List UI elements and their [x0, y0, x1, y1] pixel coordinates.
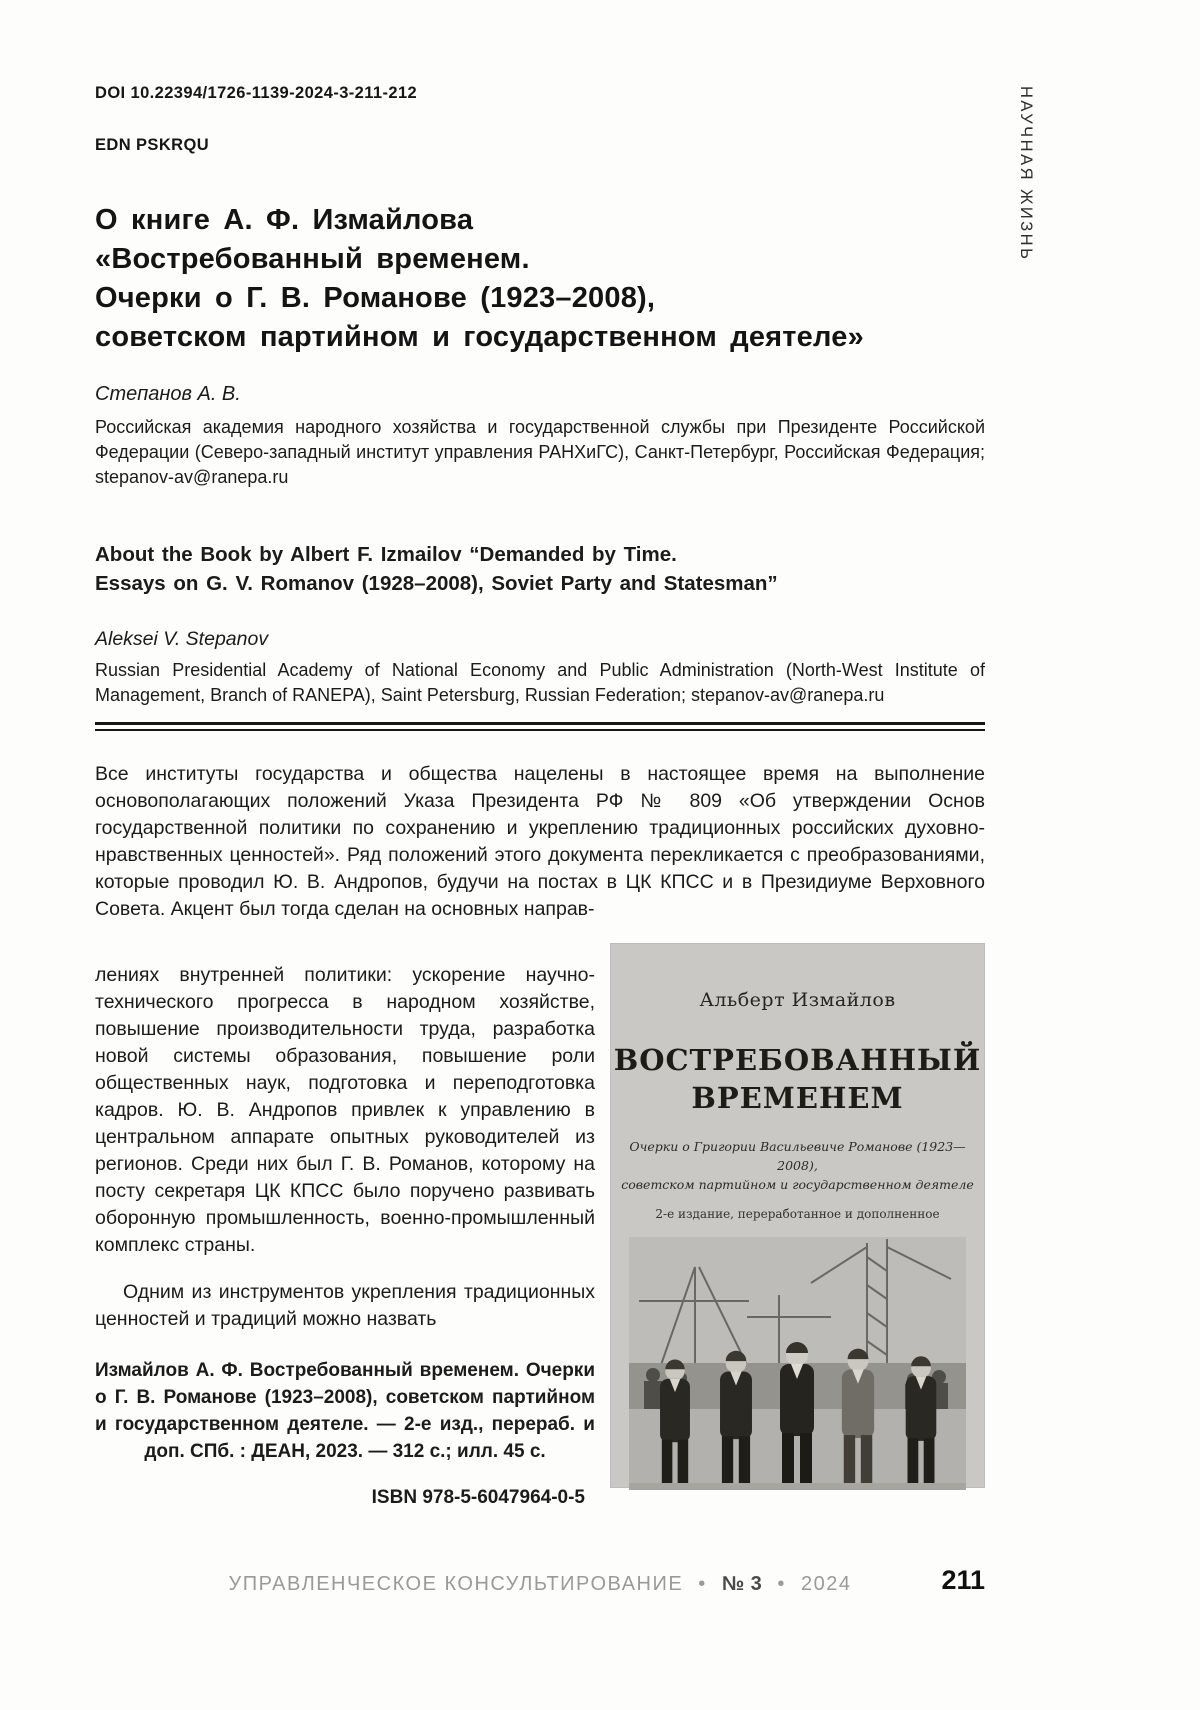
body-left-column	[95, 943, 595, 1528]
cover-title-line: ВРЕМЕНЕМ	[691, 1080, 904, 1115]
body-paragraph-wide: Все институты государства и общества нацелены в настоящее время на выполнение основополагающих положений Указа Президента РФ № 809 «Об утверждении Основ государственной политики по сохранению и укреплению традиционных российских духовно-нравственных ценностей». Ряд положений этого документа перекликается с преобразованиями, которые проводил Ю. В. Андропов, будучи на постах в ЦК КПСС и в Президиуме Верховного Совета. Акцент был тогда сделан на основных направ-	[95, 763, 985, 920]
title-en-line: Essays on G. V. Romanov (1928–2008), Soviet Party and Statesman”	[95, 572, 778, 595]
footer-journal-name: УПРАВЛЕНЧЕСКОЕ КОНСУЛЬТИРОВАНИЕ	[228, 1573, 684, 1595]
cover-title	[610, 1041, 985, 1117]
title-ru-line: О книге А. Ф. Измайлова	[95, 204, 474, 236]
doi-text: DOI 10.22394/1726-1139-2024-3-211-212	[95, 84, 418, 102]
article-title-en	[95, 540, 985, 598]
cover-subtitle-line: Очерки о Григории Васильевиче Романове (1923—2008),	[629, 1138, 966, 1173]
body-paragraph-2: Одним из инструментов укрепления традиционных ценностей и традиций можно назвать	[95, 1280, 595, 1330]
affiliation-ru: Российская академия народного хозяйства и государственной службы при Президенте Российской Федерации (Северо-западный институт управления РАНХиГС), Санкт-Петербург, Российская Федерация; stepanov-av@ranepa.ru	[95, 417, 985, 487]
footer-issue-number: № 3	[721, 1573, 763, 1595]
cover-subtitle-line: советском партийном и государственном деятеле	[621, 1176, 974, 1192]
book-column	[610, 943, 985, 1488]
book-citation: Измайлов А. Ф. Востребованный временем. Очерки о Г. В. Романове (1923–2008), советском партийном и государственном деятеле. — 2-е изд., перераб. и доп. СПб. : ДЕАН, 2023. — 312 с.; илл. 45 с.	[95, 1359, 595, 1462]
cover-edition: 2-е издание, переработанное и дополненное	[655, 1206, 940, 1221]
rubric-label: НАУЧНАЯ ЖИЗНЬ	[1017, 86, 1035, 262]
footer-journal-line	[95, 1573, 985, 1596]
cover-subtitle	[610, 1137, 985, 1194]
body-row	[95, 943, 985, 1528]
book-cover-photo	[629, 1237, 966, 1490]
title-en-line: About the Book by Albert F. Izmailov “Demanded by Time.	[95, 543, 677, 566]
article-title-ru	[95, 201, 985, 357]
author-en: Aleksei V. Stepanov	[95, 628, 269, 650]
page-footer	[95, 1565, 985, 1613]
affiliation-en: Russian Presidential Academy of National Economy and Public Administration (North-West Institute of Management, Branch of RANEPA), Saint Petersburg, Russian Federation; stepanov-av@ranepa.ru	[95, 660, 985, 705]
title-ru-line: Очерки о Г. В. Романове (1923–2008),	[95, 282, 656, 314]
author-ru: Степанов А. В.	[95, 383, 241, 405]
page-content	[95, 0, 985, 1528]
header-divider-rule	[95, 722, 985, 731]
isbn-text: ISBN 978-5-6047964-0-5	[371, 1486, 585, 1508]
cover-author: Альберт Измайлов	[699, 988, 896, 1011]
book-cover	[610, 943, 985, 1488]
page-number: 211	[941, 1565, 985, 1595]
footer-separator: •	[698, 1573, 707, 1595]
footer-year: 2024	[800, 1573, 852, 1595]
cover-title-line: ВОСТРЕБОВАННЫЙ	[613, 1042, 982, 1077]
edn-code: EDN PSKRQU	[95, 136, 210, 154]
body-paragraph-narrow: лениях внутренней политики: ускорение научно-технического прогресса в народном хозяйстве, повышение производительности труда, разработка новой системы образования, повышение роли общественных наук, подготовка и переподготовка кадров. Ю. В. Андропов привлек к управлению в центральном аппарате опытных руководителей из регионов. Среди них был Г. В. Романов, которому на посту секретаря ЦК КПСС было поручено развивать оборонную промышленность, военно-промышленный комплекс страны.	[95, 964, 595, 1256]
title-ru-line: советском партийном и государственном деятеле»	[95, 321, 864, 353]
title-ru-line: «Востребованный временем.	[95, 243, 530, 275]
footer-separator: •	[777, 1573, 786, 1595]
